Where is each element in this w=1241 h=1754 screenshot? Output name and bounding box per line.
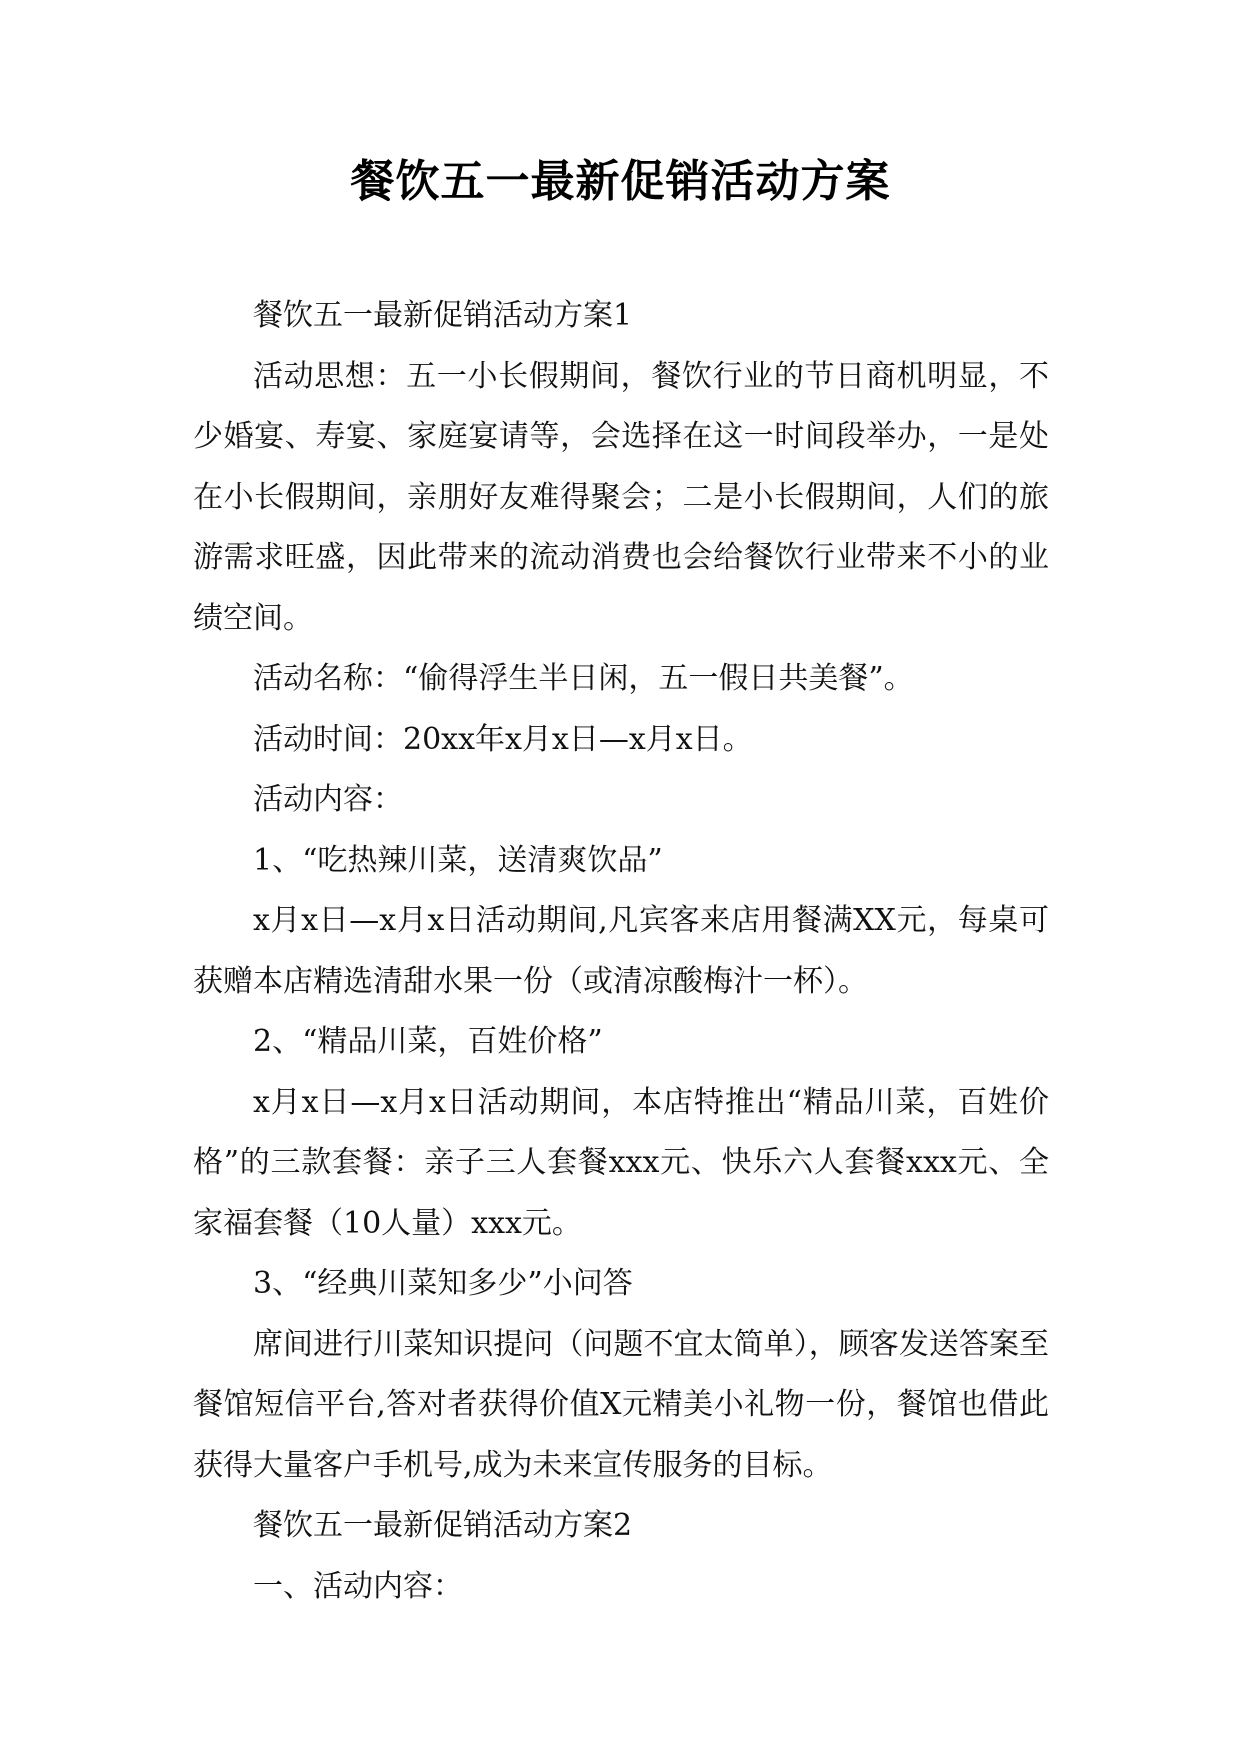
paragraph-activity-idea: 活动思想：五一小长假期间，餐饮行业的节日商机明显，不少婚宴、寿宴、家庭宴请等，会选择在这一时间段举办，一是处在小长假期间，亲朋好友难得聚会；二是小长假期间，人们的旅游需求旺盛，因此带来的流动消费也会给餐饮行业带来不小的业绩空间。 bbox=[193, 358, 1049, 636]
document-body bbox=[193, 286, 1049, 1617]
paragraph-activity-name: 活动名称：“偷得浮生半日闲，五一假日共美餐”。 bbox=[253, 661, 914, 696]
paragraph-activity-content-label: 活动内容： bbox=[253, 782, 403, 817]
section-heading-1: 餐饮五一最新促销活动方案1 bbox=[253, 298, 633, 333]
item-heading-2: 2、“精品川菜，百姓价格” bbox=[253, 1024, 603, 1059]
paragraph-item-2: x月x日—x月x日活动期间，本店特推出“精品川菜，百姓价格”的三款套餐：亲子三人套餐xxx元、快乐六人套餐xxx元、全家福套餐（10人量）xxx元。 bbox=[193, 1084, 1049, 1241]
paragraph-item-1: x月x日—x月x日活动期间,凡宾客来店用餐满XX元，每桌可获赠本店精选清甜水果一份（或清凉酸梅汁一杯）。 bbox=[193, 903, 1049, 999]
subsection-heading-1: 一、活动内容： bbox=[253, 1568, 463, 1604]
paragraph-item-3: 席间进行川菜知识提问（问题不宜太简单），顾客发送答案至餐馆短信平台,答对者获得价值X元精美小礼物一份，餐馆也借此获得大量客户手机号,成为未来宣传服务的目标。 bbox=[193, 1326, 1049, 1483]
item-heading-3: 3、“经典川菜知多少”小问答 bbox=[253, 1266, 633, 1301]
paragraph-activity-time: 活动时间：20xx年x月x日—x月x日。 bbox=[253, 721, 753, 757]
item-heading-1: 1、“吃热辣川菜，送清爽饮品” bbox=[253, 842, 663, 878]
section-heading-2: 餐饮五一最新促销活动方案2 bbox=[253, 1508, 633, 1543]
document-title: 餐饮五一最新促销活动方案 bbox=[350, 156, 891, 207]
